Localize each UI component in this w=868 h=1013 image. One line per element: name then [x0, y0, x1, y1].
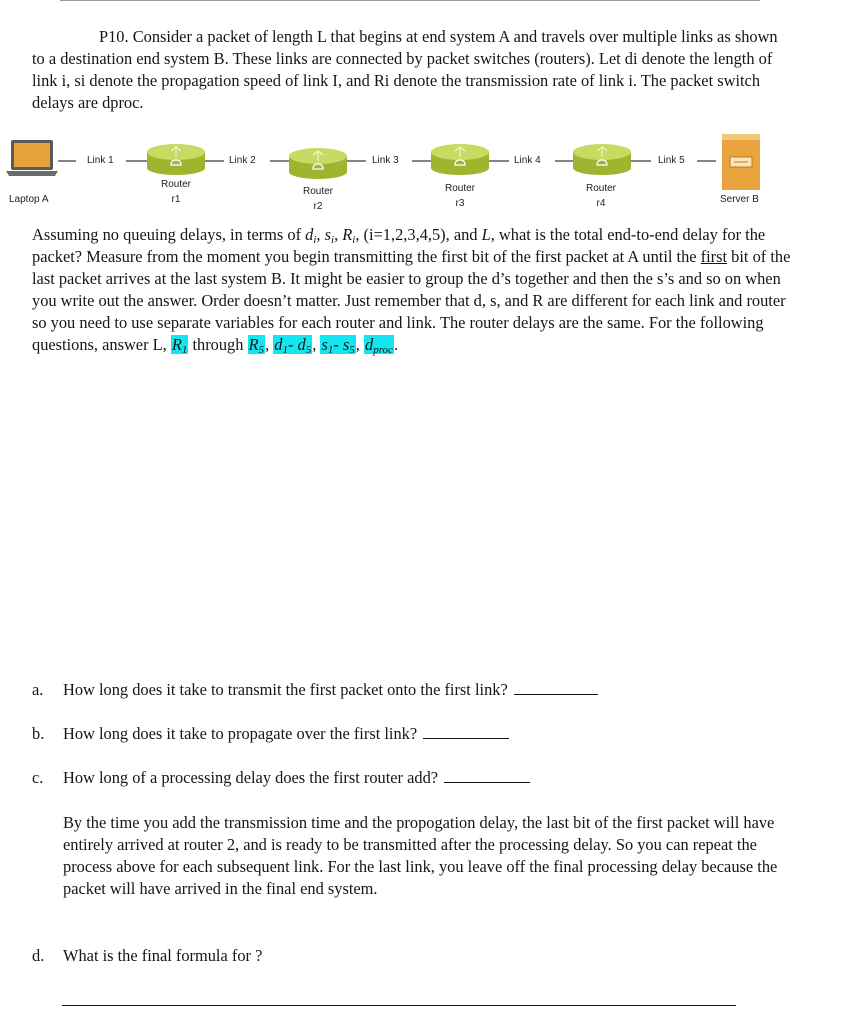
question-c-text: How long of a processing delay does the first router add? — [63, 768, 439, 787]
problem-body — [32, 224, 792, 356]
body-text-3: , what is the total end-to-end delay for the packet? Measure from the moment you begin transmitting the first bit of the first packet at A until the — [32, 225, 766, 266]
underlined-first: first — [700, 247, 728, 266]
router-r3-title: Router — [444, 183, 476, 194]
link-3-label: Link 3 — [372, 155, 399, 166]
comma-5: , — [355, 335, 364, 354]
hl-s1-letter: s — [321, 335, 328, 354]
question-b — [32, 723, 832, 745]
problem-intro — [32, 26, 792, 114]
hl-d5-sub: 5 — [305, 344, 312, 356]
hl-dproc-sub: proc — [373, 344, 393, 356]
var-r-i-sub: i — [352, 234, 356, 246]
router-r4-title: Router — [585, 183, 617, 194]
intro-line-4: and Ri denote the transmission rate of link i. The packet switch delays are dproc. — [32, 71, 761, 112]
body-text-2: , (i=1,2,3,4,5), and — [355, 225, 482, 244]
router-r2-title: Router — [302, 186, 334, 197]
question-c — [32, 767, 832, 789]
link-4-label: Link 4 — [514, 155, 541, 166]
comma-3: , — [265, 335, 274, 354]
link-1-label: Link 1 — [87, 155, 114, 166]
body-text-4: bit of the last packet arrives at the last system B. It might be easier to group the d’s together and then the s’s and so on when you write out the answer. Order doesn’t matter. Just remember that d, s, and R are different for each link and router so you need to use separate variables for each router and link. The router delays are the same. For the following questions, answer L, — [32, 247, 791, 354]
server-label: Server B — [720, 194, 759, 205]
hl-dproc-letter: d — [364, 335, 374, 354]
var-d-i: d — [305, 225, 314, 244]
router-r1-icon — [147, 144, 205, 175]
period: . — [393, 335, 399, 354]
highlight-dproc — [364, 335, 394, 354]
question-d — [32, 945, 832, 967]
problem-number: P10. — [99, 27, 129, 46]
network-diagram-graphics — [0, 130, 868, 220]
highlight-s1-s5 — [320, 335, 355, 354]
router-r3-icon — [431, 144, 489, 175]
link-5-label: Link 5 — [658, 155, 685, 166]
link-2-label: Link 2 — [229, 155, 256, 166]
hl-d5-letter: d — [297, 335, 306, 354]
router-r1-title: Router — [160, 179, 192, 190]
hl-d1-letter: d — [274, 335, 283, 354]
question-b-letter: b. — [32, 724, 45, 743]
var-L: L — [481, 225, 491, 244]
answer-d-line[interactable] — [62, 1005, 736, 1006]
body-text-1: Assuming no queuing delays, in terms of — [32, 225, 306, 244]
hl-r1-sub: 1 — [181, 344, 188, 356]
question-a-letter: a. — [32, 680, 44, 699]
router-r2-icon — [289, 148, 347, 179]
question-a-text: How long does it take to transmit the first packet onto the first link? — [63, 680, 508, 699]
hl-s5-letter: s — [342, 335, 350, 354]
body-text-5: through — [188, 335, 248, 354]
hl-s-dash: - — [333, 335, 343, 354]
comma-1: , — [316, 225, 325, 244]
comma-4: , — [312, 335, 321, 354]
server-icon — [722, 134, 760, 190]
hl-r5-letter: R — [248, 335, 259, 354]
hl-s5-sub: 5 — [349, 344, 355, 356]
hl-d-dash: - — [287, 335, 298, 354]
answer-b-blank[interactable] — [423, 723, 509, 739]
hl-r5-sub: 5 — [258, 344, 265, 356]
highlight-r5 — [248, 335, 266, 354]
laptop-icon — [6, 140, 58, 176]
question-c-letter: c. — [32, 768, 44, 787]
hl-r1-letter: R — [171, 335, 182, 354]
question-b-text: How long does it take to propagate over the first link? — [63, 724, 418, 743]
question-d-letter: d. — [32, 946, 45, 965]
hl-d1-sub: 1 — [282, 344, 288, 356]
question-a — [32, 679, 832, 701]
highlight-d1-d5 — [273, 335, 312, 354]
intro-line-2: multiple links as shown to a destination end system B. These links are connected by packet — [32, 27, 778, 68]
var-s-i-sub: i — [331, 234, 335, 246]
question-d-text: What is the final formula for ? — [63, 946, 263, 965]
router-r1-name: r1 — [171, 194, 181, 205]
router-r4-name: r4 — [596, 198, 606, 209]
network-diagram — [0, 130, 868, 220]
router-r3-name: r3 — [455, 198, 465, 209]
answer-a-blank[interactable] — [514, 679, 598, 695]
answer-c-blank[interactable] — [444, 767, 530, 783]
intro-line-1: Consider a packet of length L that begins at end system A and travels over — [132, 27, 619, 46]
router-r4-icon — [573, 144, 631, 175]
top-rule — [60, 0, 760, 1]
var-r-i: R — [342, 225, 353, 244]
highlight-r1 — [171, 335, 189, 354]
var-d-i-sub: i — [313, 234, 317, 246]
laptop-label: Laptop A — [9, 194, 49, 205]
intro-line-3: switches (routers). Let di denote the length of link i, si denote the propagation speed of link I, — [32, 49, 773, 90]
router-r2-name: r2 — [313, 201, 323, 212]
explanation: By the time you add the transmission time and the propogation delay, the last bit of the first packet will have entirely arrived at router 2, and is ready to be transmitted after the processing delay. So you can repeat the process above for each subsequent link. For the last link, you leave off the final processing delay because the packet will have arrived in the final end system. — [63, 813, 778, 898]
hl-s1-sub: 1 — [327, 344, 334, 356]
comma-2: , — [334, 225, 343, 244]
var-s-i: s — [324, 225, 332, 244]
